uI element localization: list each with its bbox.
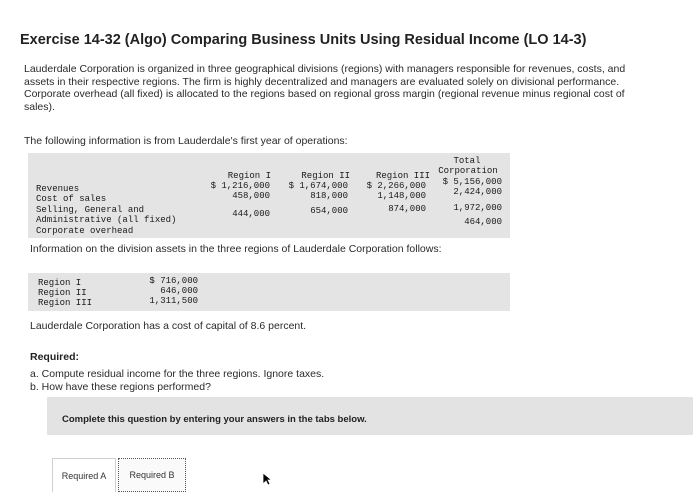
cell-overhead-total: 464,000 [464, 217, 502, 227]
assets-info-text: Information on the division assets in the three regions of Lauderdale Corporation follows: [30, 243, 442, 255]
cell-cos-total: 2,424,000 [453, 187, 502, 197]
tab-required-b[interactable] [118, 458, 186, 492]
tab-label: Required B [129, 470, 175, 480]
row-label-corporate-overhead: Corporate overhead [36, 226, 134, 236]
cell-revenues-total: $ 5,156,000 [442, 177, 502, 187]
required-item-b: b. How have these regions performed? [30, 381, 211, 393]
intro-line: sales). [24, 100, 55, 113]
instruction-text: Complete this question by entering your answers in the tabs below. [62, 414, 367, 425]
cell-cos-region-2: 818,000 [310, 191, 348, 201]
cost-of-capital-text: Lauderdale Corporation has a cost of capital of 8.6 percent. [30, 320, 307, 332]
asset-label-region-3: Region III [38, 298, 93, 308]
required-item-a: a. Compute residual income for the three regions. Ignore taxes. [30, 368, 325, 380]
header-region-1: Region I [227, 171, 271, 181]
operations-table [28, 153, 510, 238]
row-label-revenues: Revenues [36, 184, 80, 194]
tab-label: Required A [61, 470, 107, 481]
tab-required-a[interactable] [52, 458, 116, 492]
header-total-line1: Total [453, 156, 481, 166]
header-region-2: Region II [301, 171, 350, 181]
mouse-pointer-icon [262, 472, 272, 486]
cell-cos-region-3: 1,148,000 [377, 191, 426, 201]
cell-sga-total: 1,972,000 [453, 203, 502, 213]
cell-revenues-region-2: $ 1,674,000 [288, 181, 348, 191]
cell-revenues-region-1: $ 1,216,000 [210, 181, 270, 191]
following-info-text: The following information is from Lauderdale's first year of operations: [24, 135, 348, 147]
intro-line: Lauderdale Corporation is organized in three geographical divisions (regions) with managers responsible for revenues, costs, and [24, 63, 626, 75]
cell-sga-region-2: 654,000 [310, 206, 348, 216]
assets-table [28, 273, 510, 311]
required-title: Required: [30, 351, 80, 363]
cell-sga-region-1: 444,000 [232, 209, 270, 219]
row-label-cost-of-sales: Cost of sales [36, 194, 107, 204]
asset-label-region-2: Region II [38, 288, 87, 298]
cell-sga-region-3: 874,000 [388, 204, 426, 214]
asset-value-region-3: 1,311,500 [149, 296, 198, 306]
header-region-3: Region III [375, 171, 430, 181]
asset-value-region-1: $ 716,000 [149, 276, 198, 286]
cell-cos-region-1: 458,000 [232, 191, 270, 201]
row-label-sga-line2: Administrative (all fixed) [36, 215, 177, 225]
intro-line: assets in their respective regions. The firm is highly decentralized and managers are evaluated solely on divisional performance. [24, 75, 620, 88]
instruction-bar [47, 397, 693, 435]
cell-revenues-region-3: $ 2,266,000 [366, 181, 426, 191]
intro-paragraph [24, 63, 660, 113]
asset-label-region-1: Region I [38, 278, 82, 288]
row-label-sga-line1: Selling, General and [36, 205, 145, 215]
intro-line: Corporate overhead (all fixed) is allocated to the regions based on regional gross margin (regional revenue minus regional cost of [24, 88, 625, 100]
asset-value-region-2: 646,000 [160, 286, 198, 296]
page-title: Exercise 14-32 (Algo) Comparing Business Units Using Residual Income (LO 14-3) [20, 32, 587, 48]
header-total-line2: Corporation [438, 166, 498, 176]
